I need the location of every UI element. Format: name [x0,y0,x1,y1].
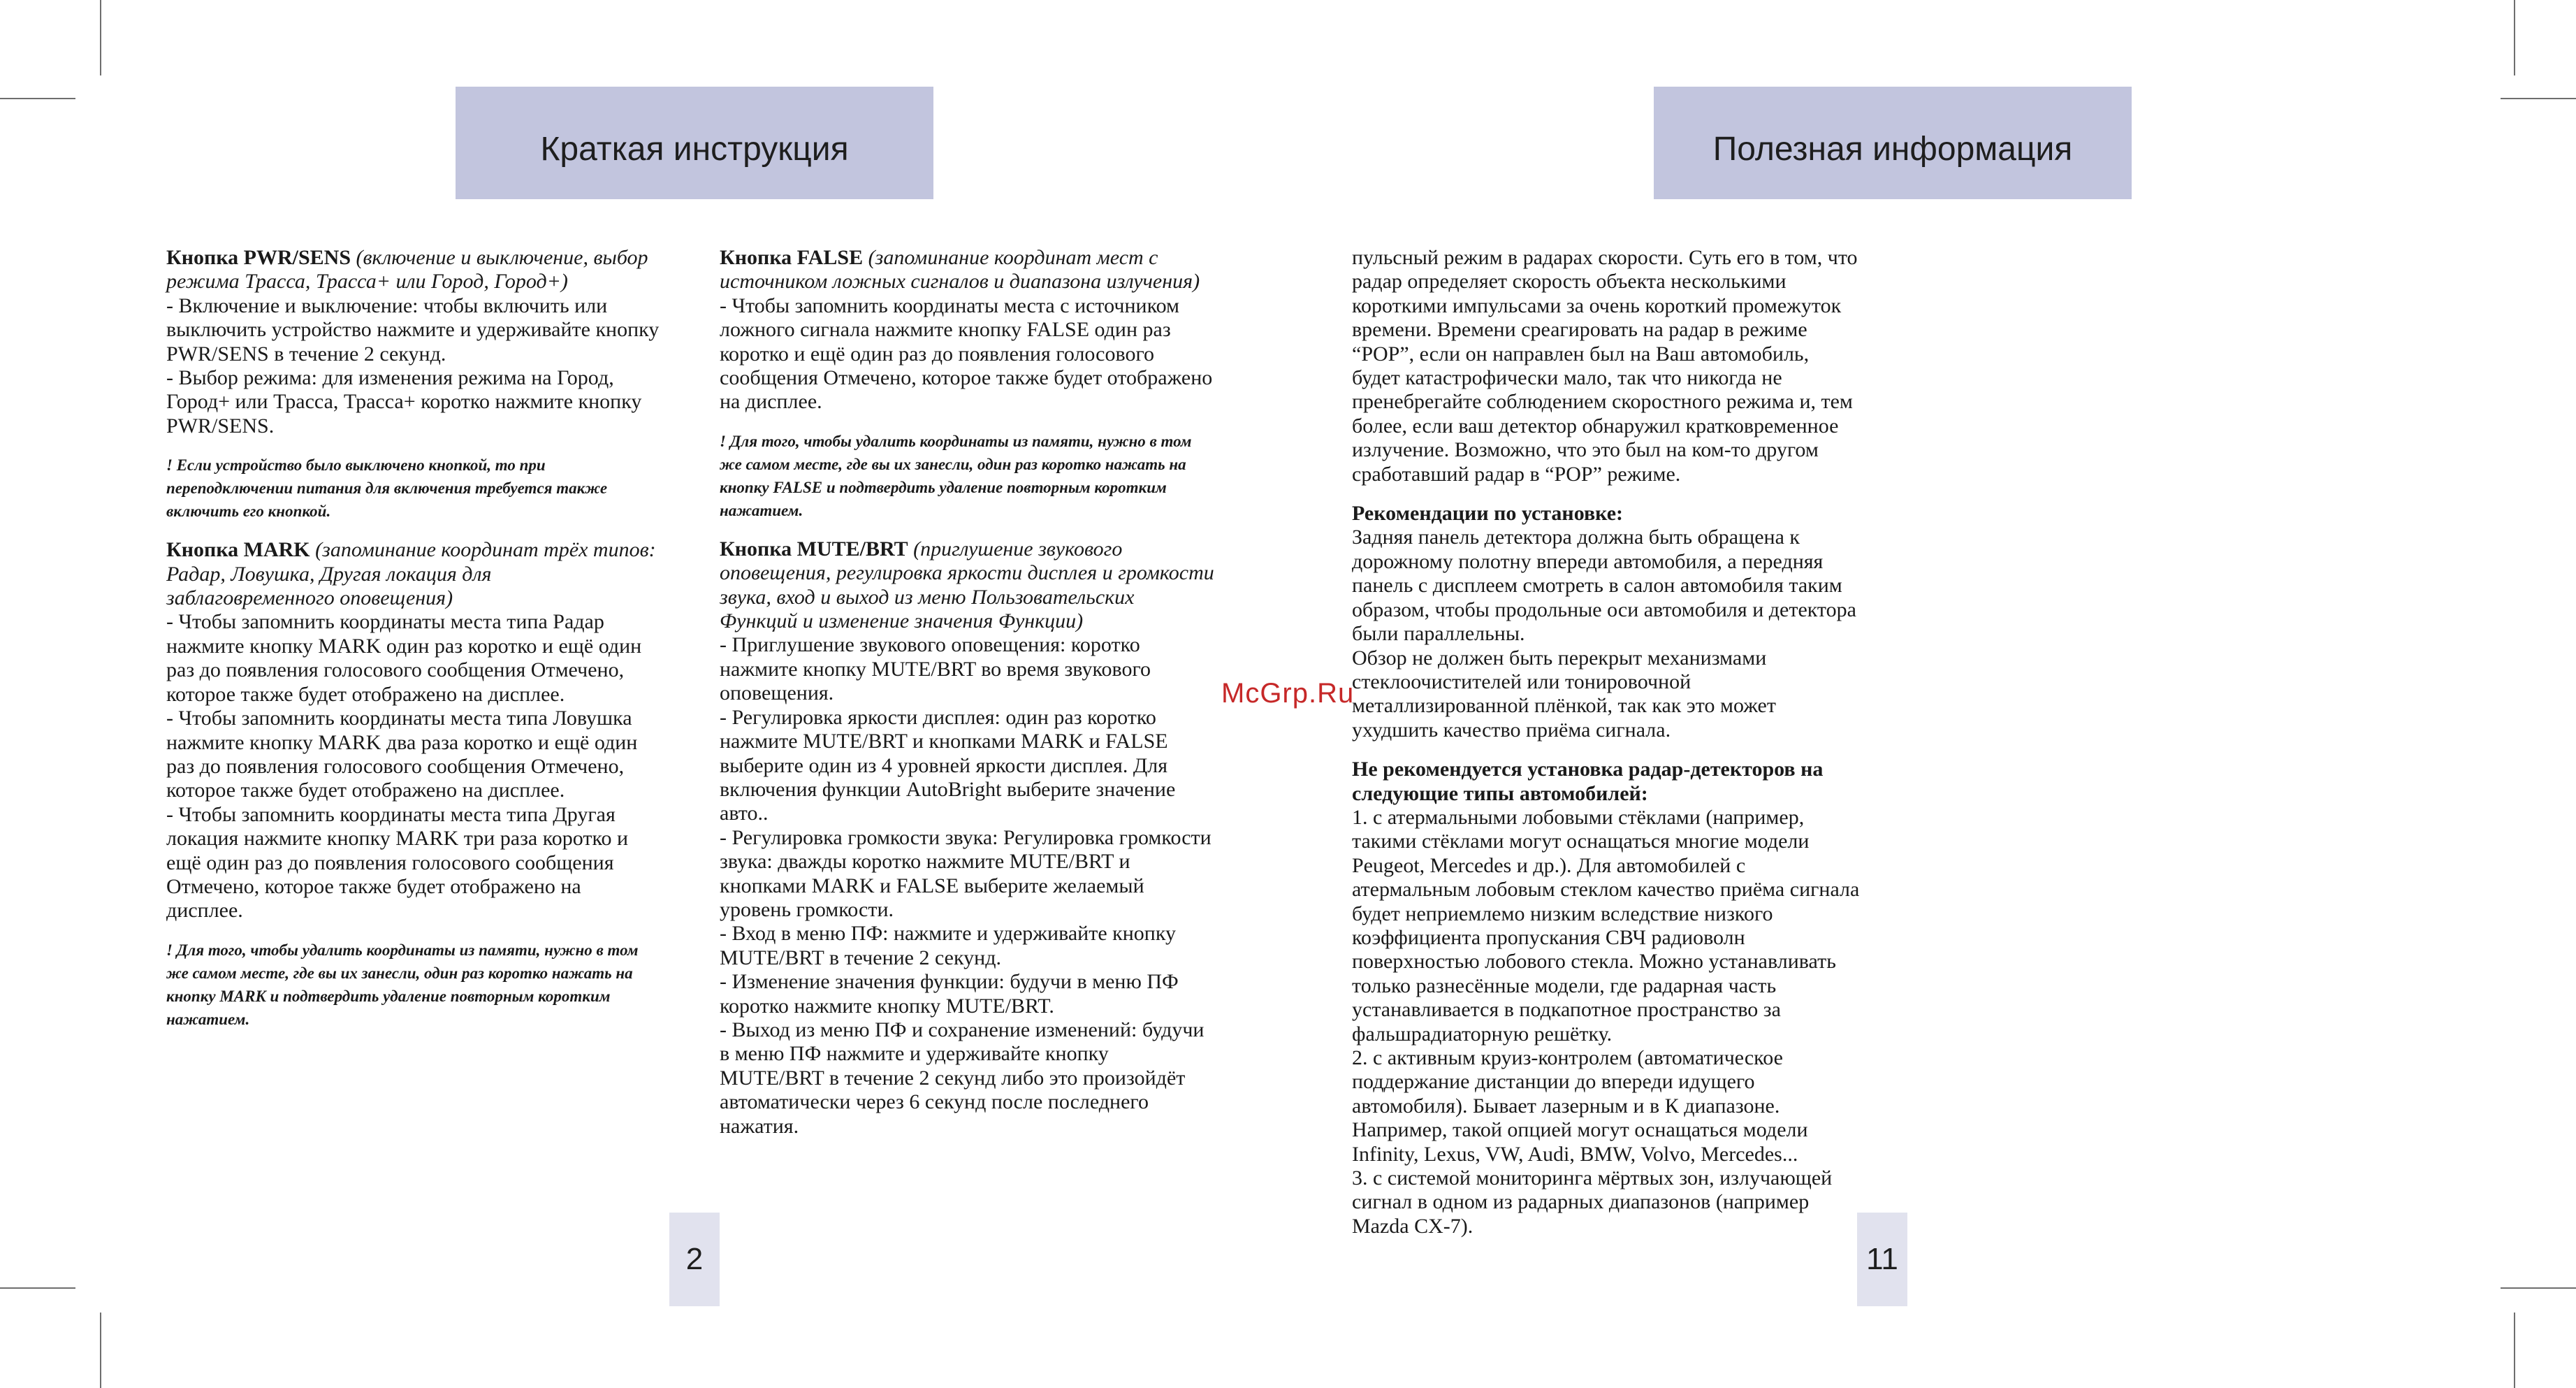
false-body: - Чтобы запомнить координаты места с источником ложного сигнала нажмите кнопку FALSE один раз коротко и ещё один раз до появления голосового сообщения Отмечено, которое также будет отображено на дисплее. [720,294,1213,414]
false-heading: Кнопка FALSE (запоминание координат мест с источником ложных сигналов и диапазона излучения) [720,246,1200,294]
mark-heading: Кнопка MARK (запоминание координат трёх типов: Радар, Ловушка, Другая локация для заблаговременного оповещения) [166,538,656,610]
column-3 [1352,246,1862,1238]
false-note: ! Для того, чтобы удалить координаты из памяти, нужно в том же самом месте, где вы их занесли, один раз коротко нажать на кнопку FALSE и подтвердить удаление повторным коротким нажатием. [720,432,1192,519]
crop-mark [2514,0,2515,75]
page-number-right: 11 [1857,1213,1907,1306]
pwr-sens-note: ! Если устройство было выключено кнопкой, то при переподключении питания для включения требуется также включить его кнопкой. [166,456,608,521]
pop-mode-body: пульсный режим в радарах скорости. Суть его в том, что радар определяет скорость объекта несколькими короткими импульсами за очень короткий промежуток времени. Времени среагировать на радар в режиме “POP”, если он направлен был на Ваш автомобиль, будет катастрофически мало, так что никогда не пренебрегайте соблюдением скоростного режима и, тем более, если ваш детектор обнаружил кратковременное излучение. Возможно, что это был на ком-то другом сработавший радар в “POP” режиме. [1352,246,1858,486]
mark-body: - Чтобы запомнить координаты места типа Радар нажмите кнопку MARK один раз коротко и ещё один раз до появления голосового сообщения Отмечено, которое также будет отображено на дисплее. - Чтобы запомнить координаты места типа Ловушка нажмите кнопку MARK два раза коротко и ещё один раз до появления голосового сообщения Отмечено, которое также будет отображено на дисплее. - Чтобы запомнить координаты места типа Другая локация нажмите кнопку MARK три раза коротко и ещё один раз до появления голосового сообщения Отмечено, которое также будет отображено на дисплее. [166,610,642,923]
crop-mark [2514,1313,2515,1388]
crop-mark [0,98,75,99]
not-recommended-body: 1. с атермальными лобовыми стёклами (например, такими стёклами могут оснащаться многие модели Peugeot, Mercedes и др.). Для автомобилей с атермальным лобовым стеклом качество приёма сигнала будет неприемлемо низким вследствие низкого коэффициента пропускания СВЧ радиоволн поверхностью лобового стекла. Можно устанавливать только разнесённые модели, где радарная часть устанавливается в подкапотное пространство за фальшрадиаторную решётку. 2. с активным круиз-контролем (автоматическое поддержание дистанции до впереди идущего автомобиля). Бывает лазерным и в К диапазоне. Например, такой опцией могут оснащаться модели Infinity, Lexus, VW, Audi, BMW, Volvo, Mercedes... 3. с системой мониторинга мёртвых зон, излучающей сигнал в одном из радарных диапазонов (например Mazda CX-7). [1352,805,1860,1238]
install-heading: Рекомендации по установке: [1352,502,1623,526]
pwr-sens-body: - Включение и выключение: чтобы включить или выключить устройство нажмите и удерживайте кнопку PWR/SENS в течение 2 секунд. - Выбор режима: для изменения режима на Город, Город+ или Трасса, Трасса+ коротко нажмите кнопку PWR/SENS. [166,294,660,438]
pwr-sens-heading: Кнопка PWR/SENS (включение и выключение, выбор режима Трасса, Трасса+ или Город, Город+) [166,246,648,294]
right-section-title: Полезная информация [1712,131,2073,168]
crop-mark [100,0,101,75]
mute-brt-body: - Приглушение звукового оповещения: коротко нажмите кнопку MUTE/BRT во время звукового оповещения. - Регулировка яркости дисплея: один раз коротко нажмите MUTE/BRT и кнопками MARK и FALSE выберите один из 4 уровней яркости дисплея. Для включения функции AutoBright выберите значение авто.. - Регулировка громкости звука: Регулировка громкости звука: дважды коротко нажмите MUTE/BRT и кнопками MARK и FALSE выберите желаемый уровень громкости. - Вход в меню ПФ: нажмите и удерживайте кнопку MUTE/BRT в течение 2 секунд. - Изменение значения функции: будучи в меню ПФ коротко нажмите кнопку MUTE/BRT. - Выход из меню ПФ и сохранение изменений: будучи в меню ПФ нажмите и удерживайте кнопку MUTE/BRT в течение 2 секунд либо это произойдёт автоматически через 6 секунд после последнего нажатия. [720,633,1211,1138]
crop-mark [2501,1287,2576,1289]
install-body: Задняя панель детектора должна быть обращена к дорожному полотну впереди автомобиля, а передняя панель с дисплеем смотреть в салон автомобиля таким образом, чтобы продольные оси автомобиля и детектора были параллельны. Обзор не должен быть перекрыт механизмами стеклоочистителей или тонировочной металлизированной плёнкой, так как это может ухудшить качество приёма сигнала. [1352,526,1856,742]
watermark: McGrp.Ru [1221,678,1355,709]
crop-mark [100,1313,101,1388]
left-section-header [456,87,933,199]
mark-note: ! Для того, чтобы удалить координаты из памяти, нужно в том же самом месте, где вы их занесли, один раз коротко нажать на кнопку MARK и подтвердить удаление повторным коротким нажатием. [166,941,639,1028]
right-section-header [1654,87,2132,199]
page-number-left: 2 [669,1213,720,1306]
left-section-title: Краткая инструкция [540,131,849,168]
column-1 [166,246,662,1031]
not-recommended-heading: Не рекомендуется установка радар-детекторов на следующие типы автомобилей: [1352,758,1824,805]
crop-mark [0,1287,75,1289]
crop-mark [2501,98,2576,99]
column-2 [720,246,1216,1138]
mute-brt-heading: Кнопка MUTE/BRT (приглушение звукового оповещения, регулировка яркости дисплея и громкости звука, вход и выход из меню Пользовательских Функций и изменение значения Функции) [720,537,1214,633]
